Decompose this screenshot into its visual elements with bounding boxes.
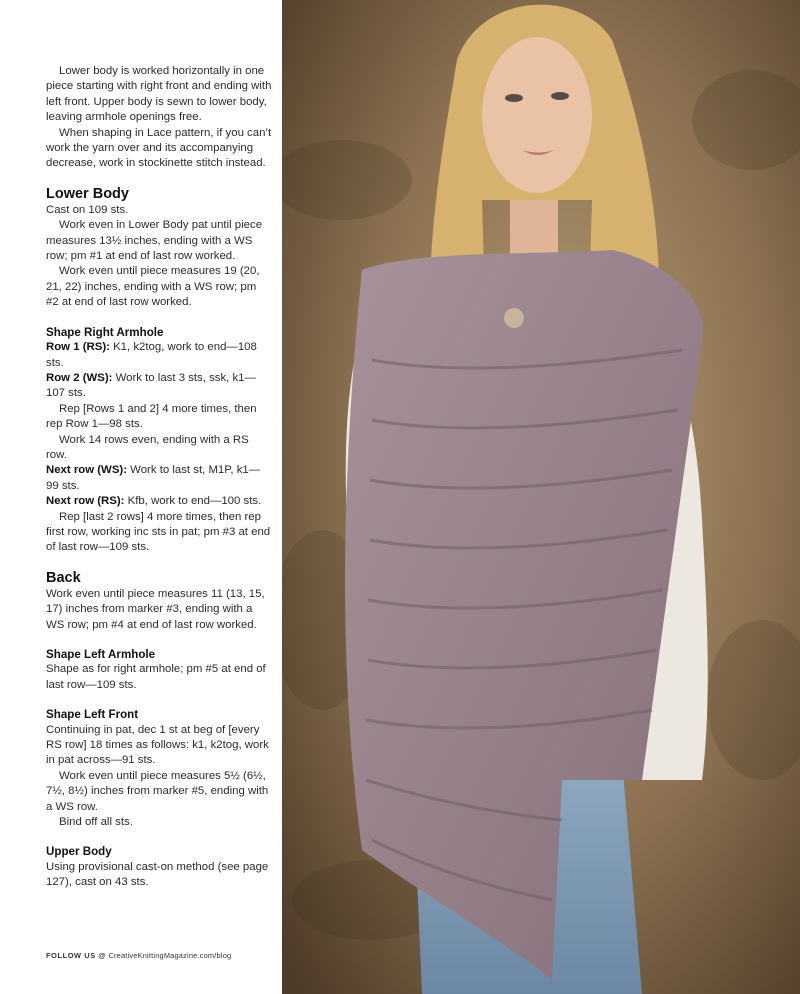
- shape-right-armhole-heading: Shape Right Armhole: [46, 325, 164, 339]
- left-front-paragraph-3: Bind off all sts.: [59, 816, 133, 829]
- right-armhole-next-ws: [46, 463, 272, 494]
- row-1-label: Row 1 (RS):: [46, 341, 110, 354]
- back-paragraph: Work even until piece measures 11 (13, 15, 17) inches from marker #3, ending with a WS row; pm #4 at end of last row worked.: [46, 587, 265, 631]
- right-armhole-next-rs: [46, 494, 272, 509]
- model-photo: [282, 0, 800, 994]
- lower-body-heading: Lower Body: [46, 185, 129, 202]
- footer-follow-us: [46, 951, 231, 960]
- upper-body-heading: Upper Body: [46, 845, 112, 859]
- row-2-label: Row 2 (WS):: [46, 371, 113, 384]
- right-armhole-repeat-2: Rep [last 2 rows] 4 more times, then rep first row, working inc sts in pat; pm #3 at end of last row—109 sts.: [46, 510, 271, 554]
- right-armhole-repeat: Rep [Rows 1 and 2] 4 more times, then rep Row 1—98 sts.: [46, 402, 257, 431]
- footer-follow-label: FOLLOW US @: [46, 951, 107, 960]
- lower-body-paragraph-1: Cast on 109 sts.: [46, 203, 129, 216]
- next-rs-label: Next row (RS):: [46, 495, 125, 508]
- footer-site-link[interactable]: CreativeKnittingMagazine.com/blog: [106, 951, 232, 960]
- intro-paragraph-1: Lower body is worked horizontally in one piece starting with right front and ending with left front. Upper body is sewn to lower body, leaving armhole openings free.: [46, 65, 272, 124]
- shape-left-front-heading: Shape Left Front: [46, 708, 139, 722]
- next-ws-label: Next row (WS):: [46, 464, 127, 477]
- left-front-paragraph-1: Continuing in pat, dec 1 st at beg of [every RS row] 18 times as follows: k1, k2tog, work in pat across—91 sts.: [46, 723, 269, 767]
- right-armhole-work-even: Work 14 rows even, ending with a RS row.: [46, 433, 249, 461]
- left-front-paragraph-2: Work even until piece measures 5½ (6½, 7½, 8½) inches from marker #5, ending with a WS row.: [46, 769, 269, 813]
- lower-body-paragraph-2: Work even in Lower Body pat until piece measures 13½ inches, ending with a WS row; pm #1 at end of last row worked.: [46, 219, 263, 263]
- back-heading: Back: [46, 569, 81, 586]
- right-armhole-row-1: [46, 340, 272, 371]
- next-rs-text: Kfb, work to end—100 sts.: [124, 495, 262, 508]
- shape-left-armhole-heading: Shape Left Armhole: [46, 648, 156, 661]
- model-photo-illustration: [282, 0, 800, 994]
- left-armhole-paragraph: Shape as for right armhole; pm #5 at end of last row—109 sts.: [46, 663, 266, 691]
- right-armhole-row-2: [46, 371, 272, 402]
- pattern-text-column: [46, 64, 272, 891]
- lower-body-paragraph-3: Work even until piece measures 19 (20, 21, 22) inches, ending with a WS row; pm #2 at end of last row worked.: [46, 265, 260, 309]
- face: [482, 37, 592, 193]
- row-1-text: K1, k2tog, work to end—108 sts.: [46, 341, 257, 369]
- pendant-necklace: [504, 308, 524, 328]
- intro-paragraph-2: When shaping in Lace pattern, if you can’t work the yarn over and its accompanying decrease, work in stockinette stitch instead.: [46, 126, 272, 170]
- next-ws-text: Work to last st, M1P, k1—99 sts.: [46, 464, 261, 492]
- row-2-text: Work to last 3 sts, ssk, k1—107 sts.: [46, 371, 256, 400]
- upper-body-paragraph: Using provisional cast-on method (see page 127), cast on 43 sts.: [46, 860, 269, 889]
